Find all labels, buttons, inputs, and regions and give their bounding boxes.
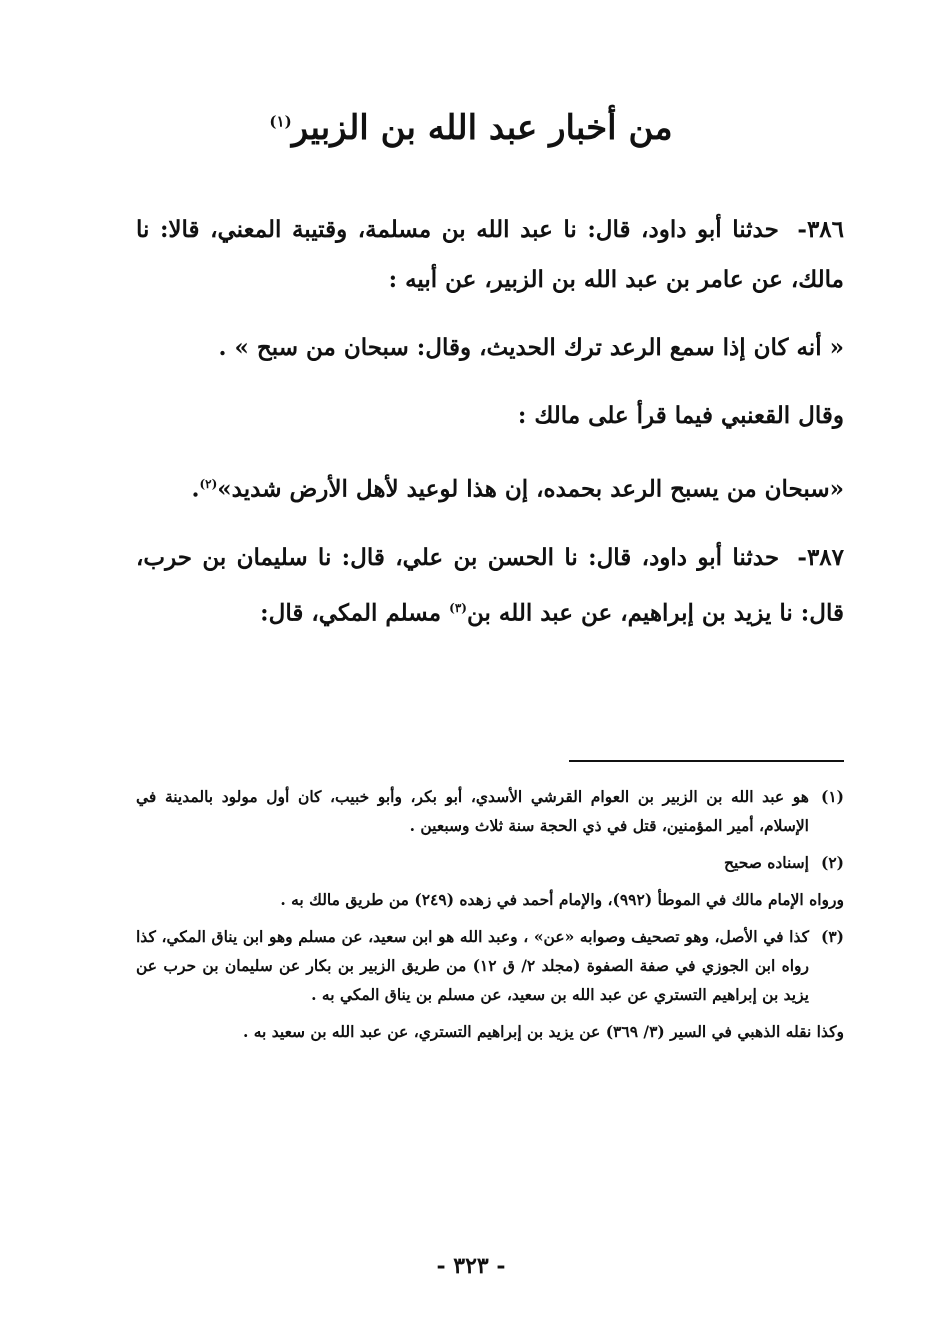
- footnote-1-text: هو عبد الله بن الزبير بن العوام القرشي الأسدي، أبو بكر، وأبو خبيب، كان أول مولود بالمدينة في الإسلام، أمير المؤمنين، قتل في ذي الحجة سنة ثلاث وسبعين .: [136, 787, 809, 835]
- hadith-387-footnote-ref: (٣): [449, 600, 467, 615]
- hadith-387-number: ٣٨٧-: [797, 543, 844, 571]
- footnote-2-continuation: ورواه الإمام مالك في الموطأ (٩٩٢)، والإمام أحمد في زهده (٢٤٩) من طريق مالك به .: [280, 890, 844, 909]
- footnote-2-text: إسناده صحيح: [724, 853, 809, 872]
- title-footnote-ref: (١): [269, 112, 292, 131]
- page-number: - ٣٢٣ -: [436, 1253, 506, 1279]
- hadith-387-text-b: مسلم المكي، قال:: [260, 599, 442, 627]
- hadith-386-isnad: [136, 205, 844, 305]
- title-text: من أخبار عبد الله بن الزبير: [291, 108, 673, 148]
- footnote-3-text: كذا في الأصل، وهو تصحيف وصوابه «عن» ، وعبد الله هو ابن سعيد، عن مسلم وهو ابن يناق المكي، كذا رواه ابن الجوزي في صفة الصفوة (مجلد ٢/ ق ١٢) من طريق الزبير بن بكار عن سليمان بن حرب عن يزيد بن إبراهيم التستري عن عبد الله بن سعيد، عن مسلم بن يناق المكي به .: [136, 927, 809, 1004]
- qanabi-end: .: [191, 475, 200, 503]
- hadith-386-isnad-text: حدثنا أبو داود، قال: نا عبد الله بن مسلمة، وقتيبة المعني، قالا: نا مالك، عن عامر بن عبد الله بن الزبير، عن أبيه :: [136, 216, 844, 293]
- hadith-386-matn: « أنه كان إذا سمع الرعد ترك الحديث، وقال: سبحان من سبح » .: [218, 334, 844, 361]
- qanabi-text: [136, 459, 844, 515]
- qanabi-intro: وقال القعنبي فيما قرأ على مالك :: [517, 402, 844, 429]
- hadith-386-number: ٣٨٦-: [797, 216, 844, 243]
- footnote-1-mark: (١): [820, 787, 844, 806]
- hadith-387: [136, 533, 844, 639]
- footnote-1: [136, 782, 844, 840]
- footnote-2: [136, 848, 844, 877]
- footnote-separator: [569, 760, 844, 762]
- qanabi-footnote-ref: (٢): [199, 477, 218, 491]
- main-text: [136, 205, 844, 638]
- footnote-3-continuation: وكذا نقله الذهبي في السير (٣/ ٣٦٩) عن يزيد بن إبراهيم التستري، عن عبد الله بن سعيد به .: [242, 1022, 844, 1041]
- qanabi-text-body: «سبحان من يسبح الرعد بحمده، إن هذا لوعيد لأهل الأرض شديد»: [217, 475, 844, 503]
- footnotes: [136, 782, 844, 1054]
- hadith-387-text-a: حدثنا أبو داود، قال: نا الحسن بن علي، قال: نا سليمان بن حرب، قال: نا يزيد بن إبراهيم، عن عبد الله بن: [136, 543, 844, 627]
- footnote-2-mark: (٢): [820, 853, 844, 872]
- footnote-3: [136, 922, 844, 1009]
- footnote-3-mark: (٣): [820, 927, 844, 946]
- page-title: [0, 108, 942, 148]
